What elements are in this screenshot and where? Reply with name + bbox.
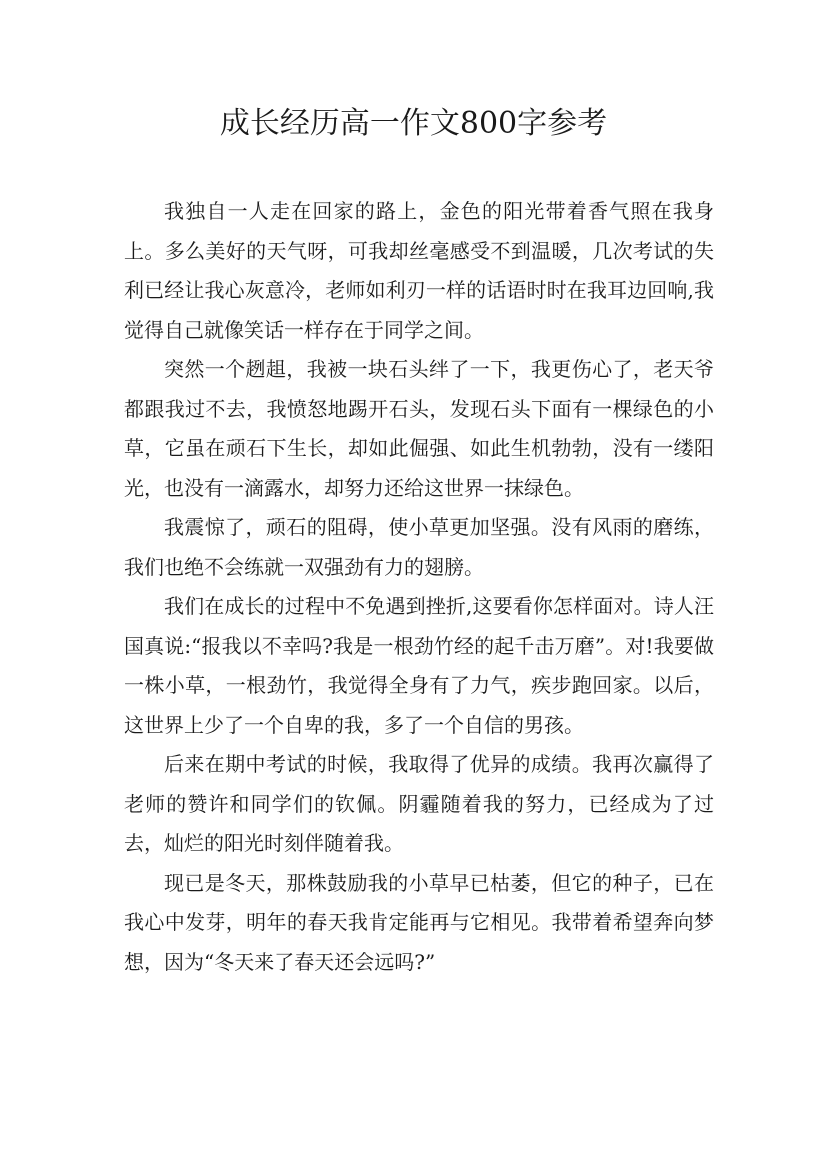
paragraph: 现已是冬天，那株鼓励我的小草早已枯萎，但它的种子，已在我心中发芽，明年的春天我肯定能再与它相见。我带着希望奔向梦想，因为“冬天来了春天还会远吗?”: [124, 870, 714, 974]
paragraph: 后来在期中考试的时候，我取得了优异的成绩。我再次赢得了老师的赞许和同学们的钦佩。阴霾随着我的努力，已经成为了过去，灿烂的阳光时刻伴随着我。: [124, 752, 714, 855]
paragraph: 突然一个趔趄，我被一块石头绊了一下，我更伤心了，老天爷都跟我过不去，我愤怒地踢开石头，发现石头下面有一棵绿色的小草，它虽在顽石下生长，却如此倔强、如此生机勃勃，没有一缕阳光，也没有一滴露水，却努力还给这世界一抹绿色。: [124, 357, 714, 500]
paragraph: 我独自一人走在回家的路上，金色的阳光带着香气照在我身上。多么美好的天气呀，可我却丝毫感受不到温暖，几次考试的失利已经让我心灰意冷，老师如利刃一样的话语时时在我耳边回响,我觉得自己就像笑话一样存在于同学之间。: [124, 199, 714, 342]
document-title: 成长经历高一作文800字参考: [219, 106, 608, 141]
document-body: [124, 192, 714, 982]
paragraph: 我震惊了，顽石的阻碍，使小草更加坚强。没有风雨的磨练，我们也绝不会练就一双强劲有力的翅膀。: [124, 515, 714, 579]
paragraph: 我们在成长的过程中不免遇到挫折,这要看你怎样面对。诗人汪国真说:“报我以不幸吗?我是一根劲竹经的起千击万磨”。对!我要做一株小草，一根劲竹，我觉得全身有了力气，疾步跑回家。以后，这世界上少了一个自卑的我，多了一个自信的男孩。: [124, 594, 714, 737]
